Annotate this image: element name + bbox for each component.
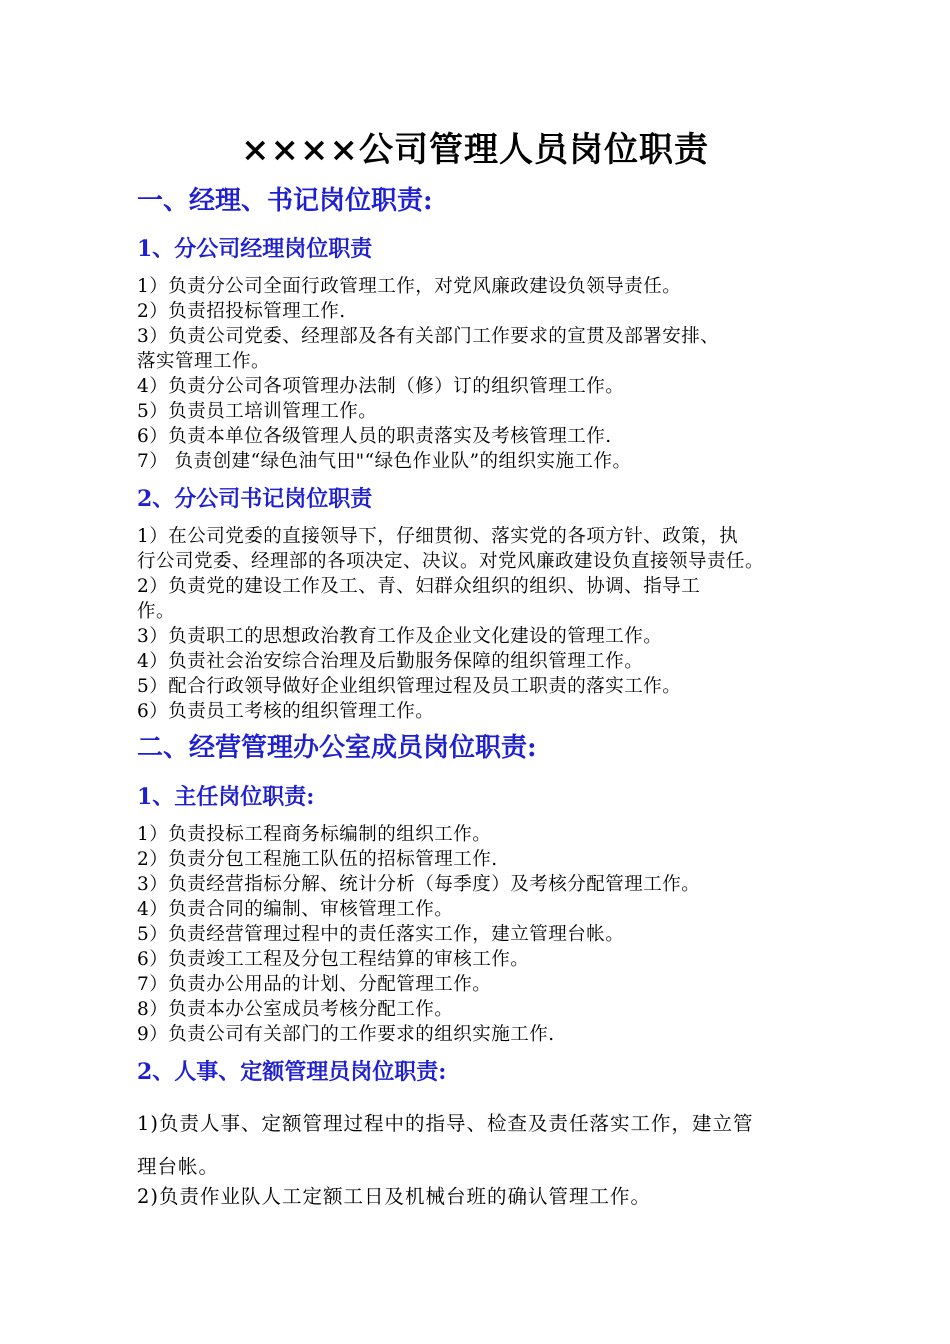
duty-line: 1）在公司党委的直接领导下，仔细贯彻、落实党的各项方针、政策，执: [137, 526, 739, 547]
duty-line: 3）负责职工的思想政治教育工作及企业文化建设的管理工作。: [137, 626, 663, 647]
duty-line: 理台帐。: [137, 1155, 220, 1178]
duty-line: 7） 负责创建“绿色油气田"“绿色作业队”的组织实施工作。: [137, 451, 632, 472]
section-heading: 一、经理、书记岗位职责:: [137, 186, 433, 216]
duty-line: 3）负责经营指标分解、统计分析（每季度）及考核分配管理工作。: [137, 874, 701, 895]
duty-line: 2）负责招投标管理工作.: [137, 301, 346, 322]
duty-line: 作。: [137, 601, 176, 622]
duty-line: 5）配合行政领导做好企业组织管理过程及员工职责的落实工作。: [137, 676, 682, 697]
duty-line: 6）负责本单位各级管理人员的职责落实及考核管理工作.: [137, 426, 612, 447]
document-title: ××××公司管理人员岗位职责: [241, 130, 709, 170]
duty-line: 4）负责分公司各项管理办法制（修）订的组织管理工作。: [137, 376, 625, 397]
subsection-heading: 2、人事、定额管理员岗位职责:: [137, 1059, 447, 1085]
duty-line: 6）负责员工考核的组织管理工作。: [137, 701, 435, 722]
section-heading: 二、经营管理办公室成员岗位职责:: [137, 733, 537, 763]
duty-line: 4）负责社会治安综合治理及后勤服务保障的组织管理工作。: [137, 651, 644, 672]
duty-line: 8）负责本办公室成员考核分配工作。: [137, 999, 454, 1020]
duty-line: 2）负责党的建设工作及工、青、妇群众组织的组织、协调、指导工: [137, 576, 701, 597]
duty-line: 5）负责经营管理过程中的责任落实工作，建立管理台帐。: [137, 924, 625, 945]
duty-line: 1)负责人事、定额管理过程中的指导、检查及责任落实工作，建立管: [137, 1112, 754, 1135]
duty-line: 1）负责投标工程商务标编制的组织工作。: [137, 824, 492, 845]
subsection-heading: 1、主任岗位职责:: [137, 784, 315, 810]
duty-line: 4）负责合同的编制、审核管理工作。: [137, 899, 454, 920]
duty-line: 2)负责作业队人工定额工日及机械台班的确认管理工作。: [137, 1185, 652, 1208]
duty-line: 落实管理工作。: [137, 351, 271, 372]
duty-line: 行公司党委、经理部的各项决定、决议。对党风廉政建设负直接领导责任。: [137, 551, 765, 572]
duty-line: 1）负责分公司全面行政管理工作，对党风廉政建设负领导责任。: [137, 276, 682, 297]
duty-line: 2）负责分包工程施工队伍的招标管理工作.: [137, 849, 498, 870]
duty-line: 9）负责公司有关部门的工作要求的组织实施工作.: [137, 1024, 555, 1045]
duty-line: 3）负责公司党委、经理部及各有关部门工作要求的宣贯及部署安排、: [137, 326, 720, 347]
duty-line: 6）负责竣工工程及分包工程结算的审核工作。: [137, 949, 530, 970]
subsection-heading: 1、分公司经理岗位职责: [137, 236, 373, 262]
duty-line: 7）负责办公用品的计划、分配管理工作。: [137, 974, 492, 995]
subsection-heading: 2、分公司书记岗位职责: [137, 486, 373, 512]
duty-line: 5）负责员工培训管理工作。: [137, 401, 378, 422]
